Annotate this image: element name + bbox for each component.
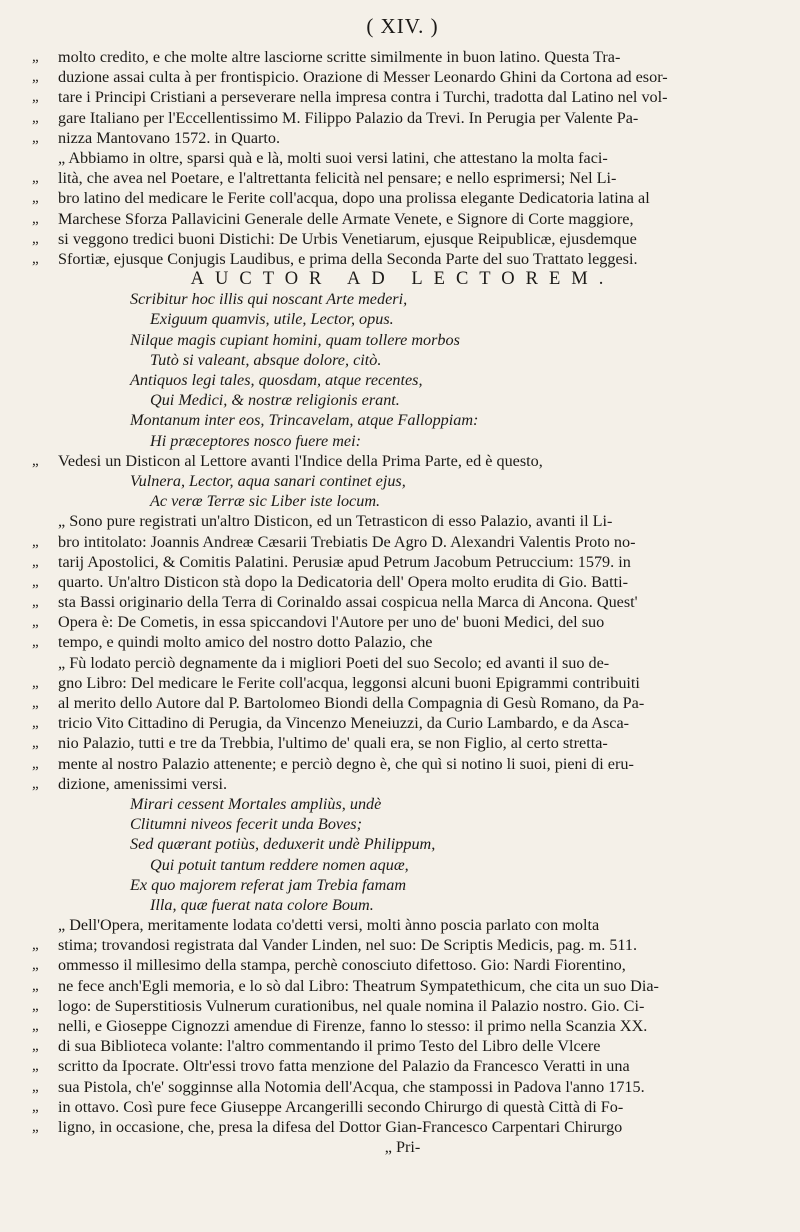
line-text: Tutò si valeant, absque dolore, citò. [150,350,382,369]
text-line [30,1077,775,1097]
line-text: in ottavo. Così pure fece Giuseppe Arcangerilli secondo Chirurgo di questà Città di Fo- [58,1097,624,1116]
text-line [30,108,775,128]
text-line [30,330,775,350]
text-line [30,511,775,531]
text-line [30,673,775,693]
line-text: Marchese Sforza Pallavicini Generale delle Armate Venete, e Signore di Corte maggiore, [58,209,634,228]
line-text: Opera è: De Cometis, in essa spiccandovi l'Autore per uno de' buoni Medici, del suo [58,613,605,632]
line-text: gno Libro: Del medicare le Ferite coll'acqua, leggonsi alcuni buoni Epigrammi contribuiti [58,673,640,692]
text-line [30,370,775,390]
line-text: Ac veræ Terræ sic Liber iste locum. [150,492,381,511]
text-line [30,814,775,834]
text-line [30,895,775,915]
text-line [30,774,775,794]
page-body-text [30,47,775,1157]
text-line [30,1056,775,1076]
text-line [30,47,775,67]
text-line [30,693,775,713]
text-line [30,350,775,370]
quote-mark: „ [32,49,39,65]
line-text: scritto da Ipocrate. Oltr'essi trovo fatta menzione del Palazio da Francesco Veratti in una [58,1057,630,1076]
text-line [30,431,775,451]
quote-mark: „ [32,695,39,711]
quote-mark: „ [32,452,39,469]
quote-mark: „ [32,190,39,207]
line-text: Mirari cessent Mortales ampliùs, undè [130,794,382,813]
line-text: tricio Vito Cittadino di Perugia, da Vincenzo Meneiuzzi, da Curio Lambardo, e da Asca- [58,714,630,733]
text-line [30,1016,775,1036]
quote-mark: „ [32,1038,39,1055]
line-text: nio Palazio, tutti e tre da Trebbia, l'ultimo de' quali era, se non Figlio, al certo stretta- [58,734,608,753]
quote-mark: „ [32,69,39,86]
line-text: logo: de Superstitiosis Vulnerum curationibus, nel quale nomina il Palazio nostro. Gio. Ci- [58,996,645,1015]
text-line [30,1137,775,1157]
quote-mark: „ [32,614,39,631]
quote-mark: „ [32,129,39,146]
line-text: stima; trovandosi registrata dal Vander Linden, nel suo: De Scriptis Medicis, pag. m. 511. [58,936,638,955]
line-text: „ Fù lodato perciò degnamente da i migliori Poeti del suo Secolo; ed avanti il suo de- [58,653,610,672]
line-text: Qui Medici, & nostræ religionis erant. [150,391,400,410]
quote-mark: „ [32,109,39,126]
text-line [30,754,775,774]
text-line [30,1097,775,1117]
quote-mark: „ [32,1058,39,1075]
quote-mark: „ [32,977,39,994]
line-text: bro intitolato: Joannis Andreæ Cæsarii Trebiatis De Agro D. Alexandri Valentis Proto no- [58,532,636,551]
text-line [30,733,775,753]
line-text: „ Pri- [384,1138,421,1157]
text-line [30,67,775,87]
line-text: lità, che avea nel Poetare, e l'altrettanta felicità nel pensare; e nello esprimersi; Nel Li- [58,169,617,188]
line-text: di sua Biblioteca volante: l'altro commentando il primo Testo del Libro delle Vlcere [58,1037,601,1056]
text-line [30,209,775,229]
text-line [30,249,775,269]
line-text: Nilque magis cupiant homini, quam tollere morbos [130,330,460,349]
line-text: Montanum inter eos, Trincavelam, atque Falloppiam: [130,411,479,430]
text-line [30,834,775,854]
line-text: tarij Apostolici, & Comitis Palatini. Perusiæ apud Petrum Jacobum Petruccium: 1579. in [58,552,631,571]
quote-mark: „ [32,775,39,792]
line-text: ne fece anch'Egli memoria, e lo sò dal Libro: Theatrum Sympatethicum, che cita un suo Dia- [58,976,659,995]
line-text: „ Abbiamo in oltre, sparsi quà e là, molti suoi versi latini, che attestano la molta faci- [58,148,608,167]
line-text: „ Sono pure registrati un'altro Disticon, ed un Tetrasticon di esso Palazio, avanti il Li- [58,512,613,531]
line-text: sua Pistola, ch'e' sogginnse alla Notomia dell'Acqua, che stampossi in Padova l'anno 1715. [58,1077,645,1096]
quote-mark: „ [32,89,39,106]
text-line [30,592,775,612]
line-text: duzione assai culta à per frontispicio. Orazione di Messer Leonardo Ghini da Cortona ad esor- [58,68,668,87]
line-text: gare Italiano per l'Eccellentissimo M. Filippo Palazio da Trevi. In Perugia per Valente Pa- [58,108,639,127]
quote-mark: „ [32,997,39,1014]
line-text: Vedesi un Disticon al Lettore avanti l'Indice della Prima Parte, ed è questo, [58,451,543,470]
text-line [30,875,775,895]
text-line [30,188,775,208]
text-line [30,855,775,875]
line-text: mente al nostro Palazio attenente; e perciò degno è, che quì si notino li suoi, pieni di eru- [58,754,634,773]
text-line [30,552,775,572]
text-line [30,148,775,168]
quote-mark: „ [32,1098,39,1115]
line-text: si veggono tredici buoni Distichi: De Urbis Venetiarum, ejusque Reipublicæ, ejusdemque [58,229,637,248]
text-line [30,410,775,430]
quote-mark: „ [32,210,39,227]
text-line [30,976,775,996]
text-line [30,451,775,471]
quote-mark: „ [32,674,39,691]
line-text: Scribitur hoc illis qui noscant Arte mederi, [130,290,408,309]
line-text: molto credito, e che molte altre lasciorne scritte similmente in buon latino. Questa Tra- [58,48,621,66]
text-line [30,87,775,107]
text-line [30,309,775,329]
quote-mark: „ [32,937,39,954]
text-line [30,632,775,652]
text-line [30,653,775,673]
quote-mark: „ [32,957,39,974]
text-line [30,471,775,491]
text-line [30,1117,775,1137]
text-line [30,935,775,955]
quote-mark: „ [32,553,39,570]
quote-mark: „ [32,170,39,187]
quote-mark: „ [32,755,39,772]
line-text: nizza Mantovano 1572. in Quarto. [58,128,281,147]
line-text: ommesso il millesimo della stampa, perchè conosciuto difettoso. Gio: Nardi Fiorentino, [58,956,626,975]
line-text: Illa, quæ fuerat nata colore Boum. [150,895,374,914]
quote-mark: „ [32,594,39,611]
line-text: Antiquos legi tales, quosdam, atque recentes, [130,371,423,389]
line-text: ligno, in occasione, che, presa la difesa del Dottor Gian-Francesco Carpentari Chirurgo [58,1117,623,1136]
line-text: Ex quo majorem referat jam Trebia famam [130,875,407,894]
text-line [30,794,775,814]
text-line [30,713,775,733]
line-text: sta Bassi originario della Terra di Corinaldo assai cospicua nella Marca di Ancona. Quest' [58,593,638,612]
line-text: al merito dello Autore dal P. Bartolomeo Biondi della Compagnia di Gesù Romano, da Pa- [58,694,645,712]
text-line [30,915,775,935]
quote-mark: „ [32,533,39,550]
quote-mark: „ [32,573,39,590]
text-line [30,612,775,632]
text-line [30,1036,775,1056]
line-text: Qui potuit tantum reddere nomen aquæ, [150,855,409,874]
quote-mark: „ [32,634,39,651]
text-line [30,168,775,188]
line-text: AUCTOR AD LECTOREM. [190,269,615,290]
text-line [30,289,775,309]
quote-mark: „ [32,715,39,732]
line-text: Exiguum quamvis, utile, Lector, opus. [150,310,394,329]
text-line [30,572,775,592]
line-text: bro latino del medicare le Ferite coll'acqua, dopo una prolissa elegante Dedicatoria latina al [58,189,650,208]
quote-mark: „ [32,1018,39,1034]
quote-mark: „ [32,250,39,267]
text-line [30,996,775,1016]
line-text: Sfortiæ, ejusque Conjugis Laudibus, e prima della Seconda Parte del suo Trattato leggesi. [58,249,638,268]
line-text: quarto. Un'altro Disticon stà dopo la Dedicatoria dell' Opera molto erudita di Gio. Batti- [58,572,629,591]
line-text: tare i Principi Cristiani a perseverare nella impresa contra i Turchi, tradotta dal Latino nel vol- [58,88,668,107]
line-text: nelli, e Gioseppe Cignozzi amendue di Firenze, fanno lo stesso: il primo nella Scanzia XX. [58,1017,648,1035]
text-line [30,532,775,552]
text-line [30,229,775,249]
quote-mark: „ [32,1078,39,1095]
page-number: ( XIV. ) [366,14,439,38]
line-text: Sed quærant potiùs, deduxerit undè Philippum, [130,835,436,854]
quote-mark: „ [32,230,39,247]
book-page [30,14,775,1157]
line-text: tempo, e quindi molto amico del nostro dotto Palazio, che [58,633,433,652]
line-text: „ Dell'Opera, meritamente lodata co'detti versi, molti ànno poscia parlato con molta [58,916,600,935]
text-line [30,390,775,410]
line-text: dizione, amenissimi versi. [58,774,228,793]
text-line [30,269,775,289]
quote-mark: „ [32,735,39,752]
text-line [30,128,775,148]
line-text: Hi præceptores nosco fuere mei: [150,431,361,450]
text-line [30,955,775,975]
line-text: Vulnera, Lector, aqua sanari continet ejus, [130,471,406,490]
text-line [30,491,775,511]
line-text: Clitumni niveos fecerit unda Boves; [130,815,362,834]
quote-mark: „ [32,1118,39,1135]
